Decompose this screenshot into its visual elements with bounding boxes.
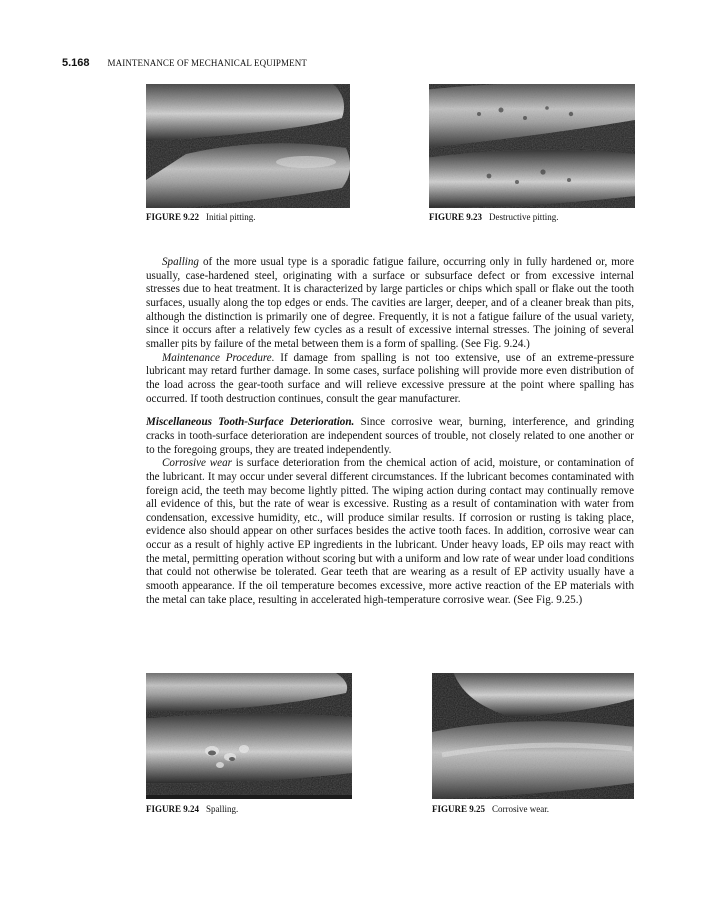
figure-caption-text: Corrosive wear. [492,804,549,814]
paragraph-corrosive-wear [146,457,634,607]
paragraph-maintenance-procedure [146,352,634,407]
body-text [146,256,634,607]
page-header [62,53,307,71]
section-heading: Miscellaneous Tooth-Surface Deterioration. [146,416,355,429]
corrosive-text: is surface deterioration from the chemical action of acid, moisture, or contamination of the lubricant. It may occur under several different circumstances. If the lubricant becomes contaminated with foreign acid, the teeth may become lightly pitted. The wiping action during contact may continually remove all evidence of this, but the rate of wear is excessive. Rusting as a result of contamination with water from condensation, excessive humidity, etc., will produce similar results. If corrosion or rusting is taking place, evidence also should appear on other surfaces besides the active tooth faces. In addition, corrosive wear can occur as a result of highly active EP ingredients in the lubricant. Under heavy loads, EP oils may react with the metal, permitting operation without scoring but with a uniform and low rate of wear under load conditions that could not otherwise be tolerated. Gear teeth that are wearing as a result of EP activity usually have a smooth appearance. If the oil temperature becomes excessive, more active reaction of the EP materials with the metal can take place, resulting in accelerated high-temperature corrosive wear. (See Fig. 9.25.) [146,457,635,606]
term-maintenance-procedure: Maintenance Procedure. [162,351,275,364]
running-head: MAINTENANCE OF MECHANICAL EQUIPMENT [107,58,307,68]
paragraph-spalling [146,256,634,352]
gear-teeth-initial-pitting-photo-icon [146,84,350,208]
term-spalling: Spalling [162,256,199,268]
page-number: 5.168 [62,57,90,69]
figure-caption-text: Initial pitting. [206,212,256,222]
figure-label: FIGURE 9.25 [432,804,486,814]
figure-caption [146,212,256,222]
misc-text: Since corrosive wear, burning, interference, and grinding cracks in tooth-surface deterioration are independent sources of trouble, not closely related to one another or to the foregoing groups, they are treated independently. [146,416,634,456]
term-corrosive-wear: Corrosive wear [162,457,232,470]
maintenance-text: If damage from spalling is not too extensive, use of an extreme-pressure lubricant may retard further damage. In some cases, surface polishing will provide more even distribution of the load across the gear-tooth surface and will relieve excessive pressure at the point where spalling has occurred. If tooth destruction continues, consult the gear manufacturer. [146,351,634,405]
paragraph-misc-deterioration [146,416,634,457]
figure-label: FIGURE 9.22 [146,212,200,222]
spalling-text: of the more usual type is a sporadic fatigue failure, occurring only in fully hardened or, more usually, case-hardened steel, originating with a surface or subsurface defect or from excessive internal stresses due to heat treatment. It is characterized by large particles or chips which spall or flake out the tooth surfaces, usually along the top edges or ends. The cavities are larger, deeper, and of a cleaner break than pits, although the distinction is primarily one of degree. Frequently, it is not a fatigue failure of the usual variety, since it occurs after a relatively few cycles as a result of excessive internal stresses. The joining of several smaller pits by failure of the metal between them is a form of spalling. (See Fig. 9.24.) [146,256,634,350]
figure-caption-text: Destructive pitting. [489,212,559,222]
gear-teeth-corrosive-wear-photo-icon [432,673,634,799]
figure-caption [432,804,549,814]
figure-caption [429,212,559,222]
figure-caption-text: Spalling. [206,804,239,814]
figure-label: FIGURE 9.23 [429,212,483,222]
gear-teeth-destructive-pitting-photo-icon [429,84,635,208]
gear-teeth-spalling-photo-icon [146,673,352,799]
figure-label: FIGURE 9.24 [146,804,200,814]
figure-caption [146,804,238,814]
